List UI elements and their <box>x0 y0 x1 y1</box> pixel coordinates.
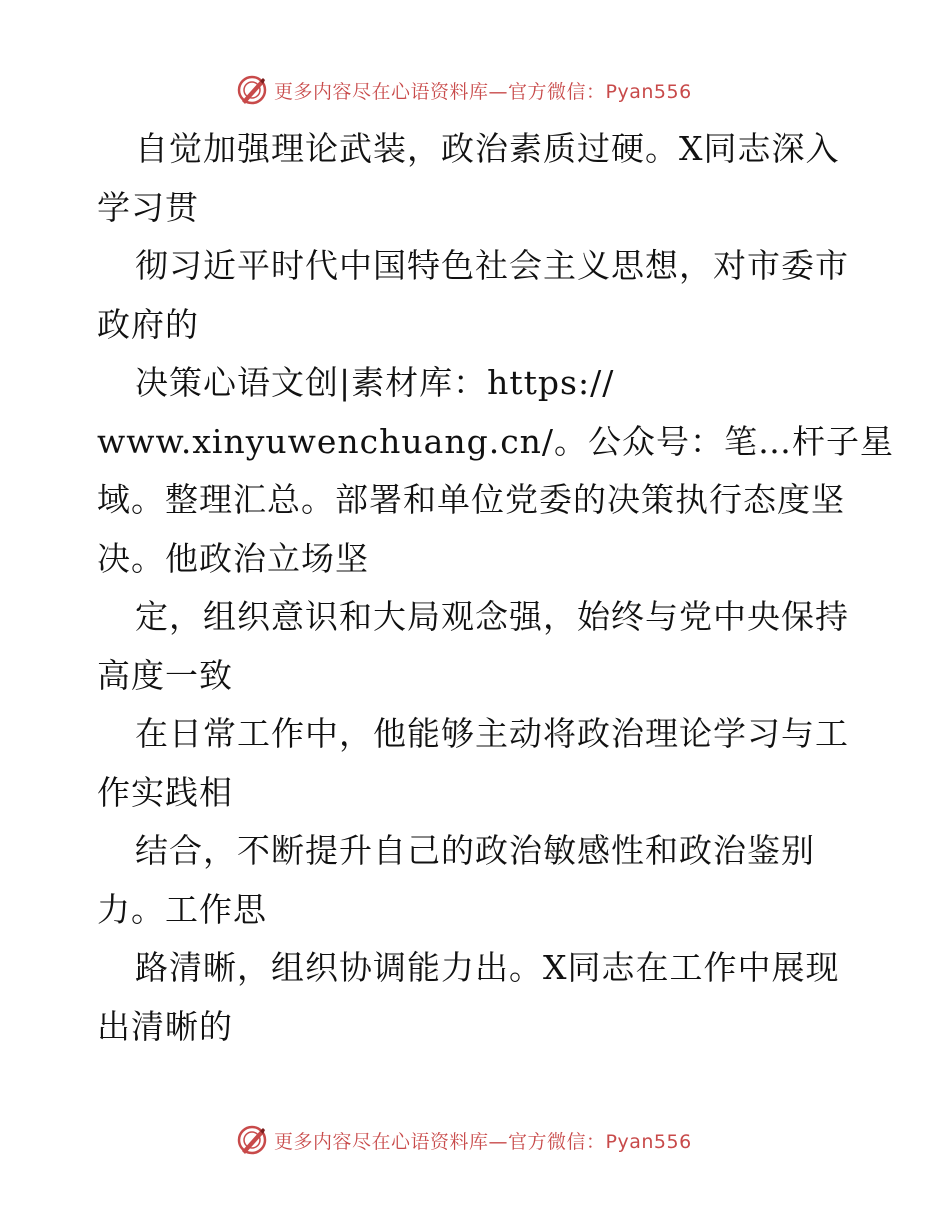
text-line: 学习贯 <box>97 187 199 227</box>
header-watermark <box>236 73 692 107</box>
seal-pen-icon <box>236 74 268 106</box>
text-line: 决。他政治立场坚 <box>97 538 369 578</box>
text-line: 力。工作思 <box>97 889 267 929</box>
body-text <box>97 120 895 1056</box>
text-line: 结合，不断提升自己的政治敏感性和政治鉴别 <box>135 831 815 870</box>
watermark-text: 更多内容尽在心语资料库—官方微信：Pyan556 <box>274 80 692 103</box>
footer-watermark <box>236 1123 692 1157</box>
text-line: www.xinyuwenchuang.cn/。公众号：笔…杆子星 <box>97 421 895 461</box>
seal-pen-icon <box>236 1124 268 1156</box>
text-line: 域。整理汇总。部署和单位党委的决策执行态度坚 <box>97 480 845 519</box>
text-line: 定，组织意识和大局观念强，始终与党中央保持 <box>135 597 849 636</box>
text-line: 政府的 <box>97 304 199 344</box>
text-line: 自觉加强理论武装，政治素质过硬。X同志深入 <box>135 129 840 168</box>
text-line: 作实践相 <box>97 772 233 812</box>
text-line: 出清晰的 <box>97 1006 233 1046</box>
text-line: 决策心语文创|素材库：https:// <box>135 363 615 402</box>
watermark-text: 更多内容尽在心语资料库—官方微信：Pyan556 <box>274 1130 692 1153</box>
text-line: 在日常工作中，他能够主动将政治理论学习与工 <box>135 714 849 753</box>
text-line: 彻习近平时代中国特色社会主义思想，对市委市 <box>135 246 849 285</box>
text-line: 高度一致 <box>97 655 233 695</box>
text-line: 路清晰，组织协调能力出。X同志在工作中展现 <box>135 948 840 987</box>
